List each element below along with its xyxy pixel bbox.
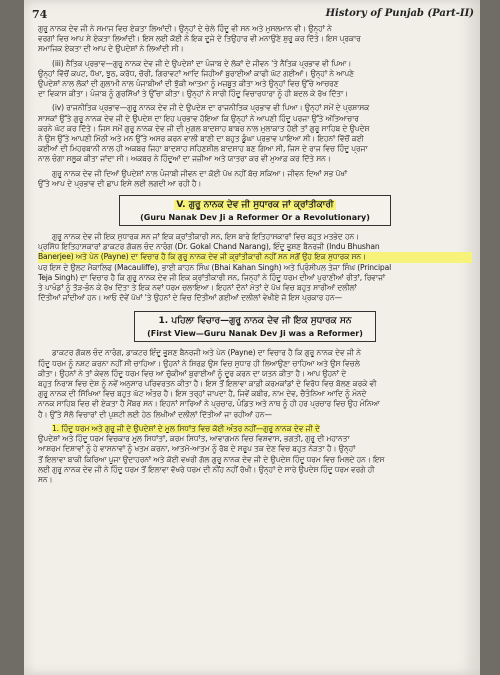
text-line: ਗੁਰੂ ਨਾਨਕ ਦੇਵ ਜੀ ਇਕ ਸੁਧਾਰਕ ਸਨ ਜਾਂ ਇਕ ਕ੍ਰਾਂਤੀਕਾਰੀ ਸਨ, ਇਸ ਬਾਰੇ ਇਤਿਹਾਸਕਾਰਾਂ ਵਿਚ ਬਹੁਤ ਮਤਭੇਦ ਹਨ। bbox=[52, 232, 360, 242]
paragraph-first-view bbox=[38, 348, 472, 419]
page-number: 74 bbox=[32, 8, 48, 21]
text-line: ਉਪਦੇਸ਼ਾਂ ਨਾਲ ਲੋਕਾਂ ਦੀ ਗੁਲਾਮੀ ਨਾਲ ਪੰਜਾਬੀਆਂ ਦੀ ਝੁੱਕੀ ਆਤਮਾ ਨੂੰ ਮਜ਼ਬੂਤ ਕੀਤਾ ਅਤੇ ਉਨ੍ਹਾਂ ਵਿਚ ਉੱਚੇ ਆਚਰਣ bbox=[38, 79, 339, 89]
text-line: ਤੇ ਪਾਖੰਡਾਂ ਨੂੰ ਤੋੜ-ਭੰਨ ਕੇ ਰੱਖ ਦਿੱਤਾ ਤੇ ਇਕ ਨਵਾਂ ਧਰਮ ਚਲਾਇਆ। ਇਹਨਾਂ ਦੋਨਾਂ ਮੱਤਾਂ ਦੇ ਪੱਖ ਵਿਚ ਬਹੁਤ ਸਾਰੀਆਂ ਦਲੀਲਾਂ bbox=[38, 283, 357, 293]
text-line: ਉਪਦੇਸ਼ਾਂ ਅਤੇ ਹਿੰਦੂ ਧਰਮ ਵਿਚਕਾਰ ਮੂਲ ਸਿਧਾਂਤਾਂ, ਕਰਮ ਸਿਧਾਂਤ, ਆਵਾਗਮਨ ਵਿਚ ਵਿਸ਼ਵਾਸ, ਭਗਤੀ, ਗੁਰੂ ਦੀ ਮਹਾਨਤਾ bbox=[38, 434, 350, 444]
section-title bbox=[124, 199, 386, 212]
text-line: ਉੱਤੇ ਆਪ ਦੇ ਪ੍ਰਭਾਵ ਦੀ ਛਾਪ ਇਸੇ ਲਈ ਲਗਦੀ ਆ ਰਹੀ ਹੈ। bbox=[38, 178, 202, 188]
text-line: ਪਰ ਇਸ ਦੇ ਉਲਟ ਮੈਕਾਲਿਫ (Macauliffe), ਭਾਈ ਕਾਹਨ ਸਿੰਘ (Bhai Kahan Singh) ਅਤੇ ਪ੍ਰਿੰਸੀਪਲ ਤੇਜਾ ਸਿੰਘ (Principal bbox=[38, 262, 392, 272]
text-line: ਹੈ। ਉੱਤੇ ਸੋਲੋ ਵਿਚਾਰਾਂ ਦੀ ਪੁਸ਼ਟੀ ਲਈ ਹੇਠ ਲਿਖੀਆਂ ਦਲੀਲਾਂ ਦਿੱਤੀਆਂ ਜਾ ਰਹੀਆਂ ਹਨ— bbox=[38, 409, 272, 419]
text-line: (iv) ਰਾਜਨੀਤਿਕ ਪ੍ਰਭਾਵ—ਗੁਰੂ ਨਾਨਕ ਦੇਵ ਜੀ ਦੇ ਉਪਦੇਸ਼ ਦਾ ਰਾਜਨੀਤਿਕ ਪ੍ਰਭਾਵ ਵੀ ਪਿਆ। ਉਨ੍ਹਾਂ ਸਮੇਂ ਦੇ ਪ੍ਰਸ਼ਾਸਕ bbox=[52, 103, 370, 113]
paragraph-reformer-debate bbox=[38, 232, 472, 303]
text-line: ਹਿੰਦੂ ਧਰਮ ਨੂੰ ਨਸ਼ਟ ਕਰਨਾ ਨਹੀਂ ਸੀ ਚਾਹਿਆ। ਉਹਨਾਂ ਨੇ ਸਿਰਫ਼ ਉਸ ਵਿਚ ਸੁਧਾਰ ਹੀ ਲਿਆਉਣਾ ਚਾਹਿਆ ਅਤੇ ਉਸ ਵਿਚਲੇ bbox=[38, 358, 360, 368]
text-line: ਤੋਂ ਇਲਾਵਾ ਬਾਕੀ ਕਿਰਿਆ ਪੂਜਾ ਉਦਾਹਰਨਾਂ ਅਤੇ ਕੋਈ ਵਖਰੀ ਗੱਲ ਗੁਰੂ ਨਾਨਕ ਦੇਵ ਜੀ ਦੇ ਉਪਦੇਸ਼ ਹਿੰਦੂ ਧਰਮ ਵਿਚ ਮਿਲਦੇ ਹਨ। ਇਸ bbox=[38, 454, 385, 464]
text-line: ਗੁਰੂ ਨਾਨਕ ਦੀ ਸਿੱਖਿਆ ਵਿਚ ਬਹੁਤ ਘੱਟ ਅੰਤਰ ਹੈ। ਇਸ ਤਰ੍ਹਾਂ ਜਾਪਦਾ ਹੈ, ਜਿਵੇਂ ਕਬੀਰ, ਨਾਮ ਦੇਵ, ਚੈਤੰਨਿਆ ਆਦਿ ਨੂੰ ਮੰਨਦੇ bbox=[38, 389, 367, 399]
section-title-text: V. ਗੁਰੂ ਨਾਨਕ ਦੇਵ ਜੀ ਸੁਧਾਰਕ ਜਾਂ ਕ੍ਰਾਂਤੀਕਾਰੀ bbox=[176, 200, 334, 211]
paragraph-social-unity bbox=[38, 24, 472, 55]
text-line: ਕਈਆਂ ਦੀ ਮਿਹਰਬਾਨੀ ਨਾਲ ਹੀ ਅਕਬਰ ਜਿਹਾ ਬਾਦਸ਼ਾਹ ਸਹਿਣਸ਼ੀਲ ਬਾਦਸ਼ਾਹ ਬਣ ਗਿਆ ਸੀ, ਜਿਸ ਦੇ ਰਾਜ ਵਿਚ ਹਿੰਦੂ ਪ੍ਰਜਾ bbox=[38, 144, 368, 154]
text-line bbox=[38, 424, 472, 434]
text-line: ਉਨ੍ਹਾਂ ਵਿੱਚੋਂ ਕਪਟ, ਧੋਖਾ, ਝੂਠ, ਕਰੋਧ, ਚੋਰੀ, ਗਿਰਾਵਟਾਂ ਆਦਿ ਜਿਹੀਆਂ ਬੁਰਾਈਆਂ ਕਾਫੀ ਘੱਟ ਗਈਆਂ। ਉਨ੍ਹਾਂ ਨੇ ਆਪਣੇ bbox=[38, 68, 354, 78]
subsection-heading-box bbox=[134, 311, 376, 342]
text-line: ਸਮਾਜਿਕ ਏਕਤਾ ਦੀ ਆਪ ਦੇ ਉਪਦੇਸ਼ਾਂ ਨੇ ਲਿਆਂਦੀ ਸੀ। bbox=[38, 44, 184, 54]
paragraph-summary bbox=[38, 169, 472, 189]
argument-heading-highlight: 1. ਹਿੰਦੂ ਧਰਮ ਅਤੇ ਗੁਰੂ ਜੀ ਦੇ ਉਪਦੇਸ਼ਾਂ ਦੇ ਮੂਲ ਸਿਧਾਂਤ ਵਿਚ ਕੋਈ ਅੰਤਰ ਨਹੀਂ—ਗੁਰੂ ਨਾਨਕ ਦੇਵ ਜੀ ਦੇ bbox=[52, 423, 320, 433]
paragraph-political-impact bbox=[38, 103, 472, 164]
paragraph-argument-one bbox=[38, 424, 472, 485]
text-line: ਸਾਸਕਾਂ ਉੱਤੇ ਗੁਰੂ ਨਾਨਕ ਦੇਵ ਜੀ ਦੇ ਉਪਦੇਸ਼ ਦਾ ਇਹ ਪ੍ਰਭਾਵ ਹੋਇਆ ਕਿ ਉਨ੍ਹਾਂ ਨੇ ਆਪਣੀ ਹਿੰਦੂ ਪਰਜਾ ਉੱਤੇ ਅੱਤਿਆਚਾਰ bbox=[38, 113, 359, 123]
text-line: ਪ੍ਰਸਿੱਧ ਇਤਿਹਾਸਕਾਰਾਂ ਡਾਕਟਰ ਗੋਕਲ ਚੰਦ ਨਾਰੰਗ (Dr. Gokal Chand Narang), ਇੰਦੂ ਭੂਸ਼ਣ ਬੈਨਰਜੀ (Indu Bhushan bbox=[38, 242, 380, 252]
text-line: ਆਸ਼ਰਮ ਦਿਸ਼ਾਵਾਂ ਨੂੰ ਹੇ ਵਾਸਨਾਵਾਂ ਨੂੰ ਖਤਮ ਕਰਨਾ, ਆਤਮੋ-ਆਤਮ ਨੂੰ ਰੱਬ ਦੇ ਸਰੂਪ ਤਕ ਦੇਣ ਵਿਚ ਬਹੁਤ ਨੇੜਤਾ ਹੈ। ਉਨ੍ਹਾਂ bbox=[38, 444, 356, 454]
subsection-subtitle: (First View—Guru Nanak Dev Ji was a Reformer) bbox=[147, 329, 363, 339]
text-line: (iii) ਨੈਤਿਕ ਪ੍ਰਭਾਵ—ਗੁਰੂ ਨਾਨਕ ਦੇਵ ਜੀ ਦੇ ਉਪਦੇਸ਼ਾਂ ਦਾ ਪੰਜਾਬ ਦੇ ਲੋਕਾਂ ਦੇ ਜੀਵਨ 'ਤੇ ਨੈਤਿਕ ਪ੍ਰਭਾਵ ਵੀ ਪਿਆ। bbox=[52, 58, 352, 68]
text-line: Teja Singh) ਦਾ ਵਿਚਾਰ ਹੈ ਕਿ ਗੁਰੂ ਨਾਨਕ ਦੇਵ ਜੀ ਇਕ ਕ੍ਰਾਂਤੀਕਾਰੀ ਸਨ, ਜਿਨ੍ਹਾਂ ਨੇ ਹਿੰਦੂ ਧਰਮ ਦੀਆਂ ਪੁਰਾਣੀਆਂ ਰੀਤਾਂ, ਰਿਵਾਜਾਂ bbox=[38, 272, 386, 282]
text-line: ਨਾਲ ਚੰਗਾ ਸਲੂਕ ਕੀਤਾ ਜਾਂਦਾ ਸੀ। ਅਕਬਰ ਨੇ ਹਿੰਦੂਆਂ ਦਾ ਜਜ਼ੀਆ ਅਤੇ ਯਾਤਰਾ ਕਰ ਵੀ ਮੁਆਫ਼ ਕਰ ਦਿੱਤੇ ਸਨ। bbox=[38, 154, 331, 164]
text-line: ਸਨ। bbox=[38, 474, 53, 484]
book-page bbox=[24, 0, 480, 675]
text-line: ਦਿੱਤੀਆਂ ਜਾਂਦੀਆਂ ਹਨ। ਆਓ ਦੋਵੇਂ ਪੱਖਾਂ 'ਤੇ ਉਹਨਾਂ ਦੇ ਵਿਚ ਦਿੱਤੀਆਂ ਗਈਆਂ ਦਲੀਲਾਂ ਵੇਖੀਏ ਜੋ ਇਸ ਪ੍ਰਕਾਰ ਹਨ— bbox=[38, 293, 342, 303]
section-heading-box bbox=[119, 195, 391, 226]
text-line: ਨਾਨਕ ਸਾਹਿਬ ਵਿਚ ਵੀ ਏਕਤਾ ਹੈ ਮੈਂਬਰ ਸਨ। ਇਹਨਾਂ ਸਾਰਿਆਂ ਨੇ ਪ੍ਰਚਾਰ, ਪੰਡਿਤ ਅਤੇ ਨਾਥ ਨੂੰ ਹੀ ਹਰ ਪ੍ਰਚਾਰ ਵਿਚ ਉਹ ਮੰਨਿਆ bbox=[38, 399, 380, 409]
text-line: ਗੁਰੂ ਨਾਨਕ ਦੇਵ ਜੀ ਨੇ ਸਮਾਜ ਵਿਚ ਏਕਤਾ ਲਿਆਂਦੀ। ਉਨ੍ਹਾਂ ਦੇ ਚੇਲੇ ਹਿੰਦੂ ਵੀ ਸਨ ਅਤੇ ਮੁਸਲਮਾਨ ਵੀ। ਉਨ੍ਹਾਂ ਨੇ bbox=[38, 24, 332, 33]
paragraph-moral-impact bbox=[38, 59, 472, 100]
text-line: ਬਹੁਤ ਨਿਰਾਸ਼ ਵਿਚ ਦੇਸ਼ ਨੂੰ ਨਵੇਂ ਅਨੁਸਾਰ ਪਰਿਵਰਤਨ ਕੀਤਾ ਹੈ। ਇਸ ਤੋਂ ਇਲਾਵਾ ਕਾਫ਼ੀ ਕਰਮਕਾਂਡਾਂ ਦੇ ਵਿਰੋਧ ਵਿਚ ਬੋਲਣ ਕਰਕੇ ਵੀ bbox=[38, 379, 377, 389]
text-line: ਲਈ ਗੁਰੂ ਨਾਨਕ ਦੇਵ ਜੀ ਨੇ ਹਿੰਦੂ ਧਰਮ ਤੋਂ ਇਲਾਵਾ ਵੱਖਰੇ ਧਰਮ ਦੀ ਨੀਂਹ ਨਹੀਂ ਰੱਖੀ। ਉਨ੍ਹਾਂ ਦੇ ਸਾਰੇ ਉਪਦੇਸ਼ ਹਿੰਦੂ ਧਰਮ ਵਰਗੇ ਹੀ bbox=[38, 464, 375, 474]
page-header bbox=[32, 8, 474, 24]
text-line: ਦਾ ਵਿਕਾਸ ਕੀਤਾ। ਪੰਜਾਬ ਨੂੰ ਗੁਰਸਿੱਖਾਂ ਤੇ ਉੱਚਾ ਕੀਤਾ। ਉਨ੍ਹਾਂ ਨੇ ਸਾਰੀ ਹਿੰਦੂ ਵਿਚਾਰਧਾਰਾ ਨੂੰ ਹੀ ਬਦਲ ਕੇ ਰੱਖ ਦਿੱਤਾ। bbox=[38, 89, 349, 99]
text-line: ਗੁਰੂ ਨਾਨਕ ਦੇਵ ਜੀ ਦਿਆਂ ਉਪਦੇਸ਼ਾਂ ਨਾਲ ਪੰਜਾਬੀ ਜੀਵਨ ਦਾ ਕੋਈ ਪੱਖ ਨਹੀਂ ਬੱਚ ਸਕਿਆ। ਜੀਵਨ ਦਿਆਂ ਸਭ ਪੱਖਾਂ bbox=[52, 168, 348, 178]
text-line: ਡਾਕਟਰ ਗੋਕਲ ਚੰਦ ਨਾਰੰਗ, ਡਾਕਟਰ ਇੰਦੂ ਭੂਸ਼ਣ ਬੈਨਰਜੀ ਅਤੇ ਪੇਨ (Payne) ਦਾ ਵਿਚਾਰ ਹੈ ਕਿ ਗੁਰੂ ਨਾਨਕ ਦੇਵ ਜੀ ਨੇ bbox=[52, 348, 361, 358]
section-subtitle: (Guru Nanak Dev Ji a Reformer Or a Revolutionary) bbox=[140, 213, 370, 223]
text-line: ਨੇ ਉਸ ਉੱਤੇ ਆਪਣੀ ਮਿੱਠੀ ਅਤੇ ਮਨ ਉੱਤੇ ਅਸਰ ਕਰਨ ਵਾਲੀ ਬਾਣੀ ਦਾ ਬਹੁਤ ਡੂੰਘਾ ਪ੍ਰਭਾਵ ਪਾਇਆ ਸੀ। ਇਹਨਾਂ ਵਿੱਚੋਂ ਕਈ bbox=[38, 134, 364, 144]
subsection-title: 1. ਪਹਿਲਾ ਵਿਚਾਰ—ਗੁਰੂ ਨਾਨਕ ਦੇਵ ਜੀ ਇਕ ਸੁਧਾਰਕ ਸਨ bbox=[158, 316, 352, 327]
text-line: ਕਰਨੇ ਘੱਟ ਕਰ ਦਿੱਤੇ। ਜਿਸ ਸਮੇਂ ਗੁਰੂ ਨਾਨਕ ਦੇਵ ਜੀ ਦੀ ਮੁਗਲ ਬਾਦਸ਼ਾਹ ਬਾਬਰ ਨਾਲ ਮੁਲਾਕਾਤ ਹੋਈ ਤਾਂ ਗੁਰੂ ਸਾਹਿਬ ਦੇ ਉਪਦੇਸ਼ bbox=[38, 123, 370, 133]
body-text bbox=[38, 24, 472, 669]
text-line: ਵਰਗਾਂ ਵਿਚ ਆਪ ਸੇ ਏਕਤਾ ਲਿਆਂਦੀ। ਇਸ ਲਈ ਕੋਈ ਨੇ ਇਕ ਦੂਜੇ ਦੇ ਤਿਉਹਾਰ ਵੀ ਮਨਾਉਣੇ ਸ਼ੁਰੂ ਕਰ ਦਿੱਤੇ। ਇਸ ਪ੍ਰਕਾਰ bbox=[38, 34, 361, 44]
text-line-highlighted: Banerjee) ਅਤੇ ਪੇਨ (Payne) ਦਾ ਵਿਚਾਰ ਹੈ ਕਿ ਗੁਰੂ ਨਾਨਕ ਦੇਵ ਜੀ ਕ੍ਰਾਂਤੀਕਾਰੀ ਨਹੀਂ ਸਨ ਸਗੋਂ ਉਹ ਇਕ ਸੁਧਾਰਕ ਸਨ। bbox=[38, 252, 472, 262]
text-line: ਕੀਤਾ। ਉਹਨਾਂ ਨੇ ਤਾਂ ਕੇਵਲ ਹਿੰਦੂ ਧਰਮ ਵਿਚ ਆ ਚੁੱਕੀਆਂ ਬੁਰਾਈਆਂ ਨੂੰ ਦੂਰ ਕਰਨ ਦਾ ਯਤਨ ਕੀਤਾ ਹੈ। ਆਪ ਉਹਨਾਂ ਦੇ bbox=[38, 368, 347, 378]
running-head: History of Punjab (Part-II) bbox=[325, 8, 474, 19]
